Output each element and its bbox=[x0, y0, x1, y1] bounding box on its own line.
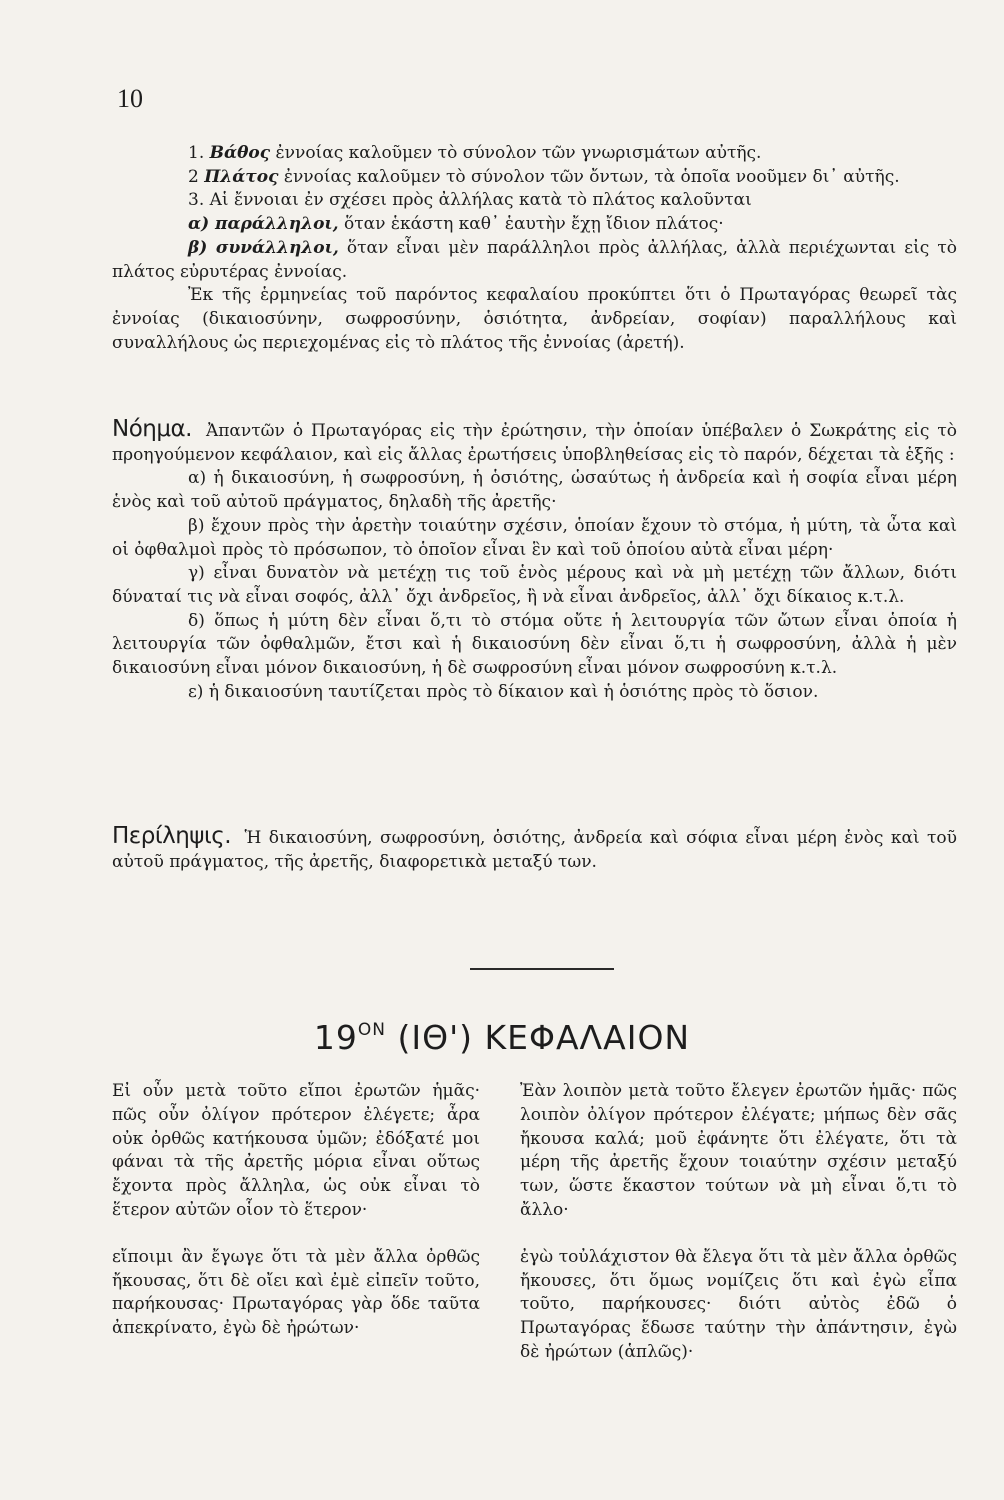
meaning-point-b: β) ἔχουν πρὸς τὴν ἀρετὴν τοιαύτην σχέσιν, ὁποίαν ἔχουν τὸ στόμα, ἡ μύτη, τὰ ὦτα καὶ οἱ ὀφθαλμοὶ πρὸς τὸ πρόσωπον, τὸ ὁποῖον εἶναι ἓν καὶ τοῦ ὁποίου αὐτὰ εἶναι μέρη· bbox=[112, 515, 957, 560]
meaning-label: Νόημα. bbox=[112, 416, 192, 442]
translation-paragraph-1: Ἐὰν λοιπὸν μετὰ τοῦτο ἔλεγεν ἐρωτῶν ἡμᾶς· πῶς λοιπὸν ὀλίγον πρότερον ἐλέγατε; μήπως δὲν σᾶς ἤκουσα καλά; μοῦ ἐφάνητε ὅτι ἐλέγατε, ὅτι τὰ μέρη τῆς ἀρετῆς ἔχουν τοιαύτην σχέσιν μεταξύ των, ὥστε ἕκαστον τούτων νὰ μὴ εἶναι ὅ,τι τὸ ἄλλο· bbox=[520, 1081, 957, 1220]
summary-section bbox=[112, 825, 957, 874]
meaning-point-e: ε) ἡ δικαιοσύνη ταυτίζεται πρὸς τὸ δίκαιον καὶ ἡ ὁσιότης πρὸς τὸ ὅσιον. bbox=[188, 681, 819, 702]
chapter-title bbox=[0, 1018, 1004, 1057]
summary-label: Περίληψις. bbox=[112, 823, 232, 849]
ancient-text-paragraph-2: εἴποιμι ἂν ἔγωγε ὅτι τὰ μὲν ἄλλα ὀρθῶς ἤκουσας, ὅτι δὲ οἴει καὶ ἐμὲ εἰπεῖν τοῦτο, παρήκουσας· Πρωταγόρας γὰρ ὅδε ταῦτα ἀπεκρίνατο, ἐγὼ δὲ ἠρώτων· bbox=[112, 1246, 480, 1339]
definition-parallel-term: α) παράλληλοι, bbox=[188, 214, 339, 235]
definition-breadth-term: Πλάτος bbox=[204, 166, 279, 187]
summary-text: Ἡ δικαιοσύνη, σωφροσύνη, ὁσιότης, ἀνδρεία καὶ σόφια εἶναι μέρη ἑνὸς καὶ τοῦ αὐτοῦ πράγματος, τῆς ἀρετῆς, διαφορετικὰ μεταξύ των. bbox=[112, 828, 957, 872]
definition-parallel-text: ὅταν ἑκάστη καθ᾽ ἑαυτὴν ἔχῃ ἴδιον πλάτος· bbox=[343, 214, 724, 235]
definition-breadth-text: ἐννοίας καλοῦμεν τὸ σύνολον τῶν ὄντων, τὰ ὁποῖα νοοῦμεν δι᾽ αὐτῆς. bbox=[283, 166, 900, 187]
meaning-intro-text: Ἀπαντῶν ὁ Πρωταγόρας εἰς τὴν ἐρώτησιν, τὴν ὁποίαν ὑπέβαλεν ὁ Σωκράτης εἰς τὸ προηγούμενον κεφάλαιον, καὶ εἰς ἄλλας ἐρωτήσεις ὑποβληθείσας εἰς τὸ παρόν, δέχεται τὰ ἑξῆς : bbox=[112, 421, 957, 465]
chapter-number: 19 bbox=[313, 1018, 358, 1057]
definition-parallel bbox=[112, 213, 957, 237]
definition-depth-term: Βάθος bbox=[209, 143, 271, 163]
definition-coordinate bbox=[112, 237, 957, 284]
definition-breadth-number: 2 bbox=[188, 166, 199, 187]
chapter-title-text: (ΙΘ') ΚΕΦΑΛΑΙΟΝ bbox=[397, 1018, 691, 1057]
ancient-text-column bbox=[112, 1080, 480, 1341]
chapter-ordinal-suffix: ΟΝ bbox=[357, 1020, 386, 1040]
meaning-point-d: δ) ὅπως ἡ μύτη δὲν εἶναι ὅ,τι τὸ στόμα οὔτε ἡ λειτουργία τῶν ὤτων εἶναι ὁποία ἡ λειτουργία τῶν ὀφθαλμῶν, ἔτσι καὶ ἡ δικαιοσύνη δὲν εἶναι ὅ,τι ἡ σωφροσύνη, ἀλλὰ ἡ μὲν δικαιοσύνη εἶναι μόνον δικαιοσύνη, ἡ δὲ σωφροσύνη εἶναι μόνον σωφροσύνη κ.τ.λ. bbox=[112, 610, 957, 679]
summary-paragraph bbox=[112, 825, 957, 874]
definition-breadth bbox=[112, 166, 957, 190]
definition-conclusion: Ἐκ τῆς ἑρμηνείας τοῦ παρόντος κεφαλαίου προκύπτει ὅτι ὁ Πρωταγόρας θεωρεῖ τὰς ἐννοίας (δικαιοσύνην, σωφροσύνην, ὁσιότητα, ἀνδρείαν, σοφίαν) παραλλήλους καὶ συναλλήλους ὡς περιεχομένας εἰς τὸ πλάτος τῆς ἐννοίας (ἀρετή). bbox=[112, 285, 957, 353]
meaning-intro bbox=[112, 418, 957, 467]
definition-depth-text: ἐννοίας καλοῦμεν τὸ σύνολον τῶν γνωρισμάτων αὐτῆς. bbox=[275, 143, 762, 163]
definition-coordinate-text: ὅταν εἶναι μὲν παράλληλοι πρὸς ἀλλήλας, ἀλλὰ περιέχωνται εἰς τὸ πλάτος εὐρυτέρας ἐννοίας. bbox=[112, 237, 958, 282]
translation-column bbox=[520, 1080, 957, 1365]
meaning-section bbox=[112, 418, 957, 704]
definitions-section bbox=[112, 142, 957, 355]
definition-depth-number: 1. bbox=[188, 143, 205, 163]
translation-paragraph-2: ἐγὼ τοὐλάχιστον θὰ ἔλεγα ὅτι τὰ μὲν ἄλλα ὀρθῶς ἤκουσες, ὅτι ὅμως νομίζεις ὅτι καὶ ἐγὼ εἶπα τοῦτο, παρήκουσες· διότι αὐτὸς ἐδῶ ὁ Πρωταγόρας ἔδωσε ταύτην τὴν ἀπάντησιν, ἐγὼ δὲ ἠρώτων (ἁπλῶς)· bbox=[520, 1246, 957, 1362]
definition-relations: 3. Αἱ ἔννοιαι ἐν σχέσει πρὸς ἀλλήλας κατὰ τὸ πλάτος καλοῦνται bbox=[188, 190, 752, 211]
page-number: 10 bbox=[117, 84, 143, 113]
definition-coordinate-term: β) συνάλληλοι, bbox=[188, 237, 339, 258]
ancient-text-paragraph-1: Εἰ οὖν μετὰ τοῦτο εἴποι ἐρωτῶν ἡμᾶς· πῶς οὖν ὀλίγον πρότερον ἐλέγετε; ἆρα οὐκ ὀρθῶς κατήκουσα ὑμῶν; ἐδόξατέ μοι φάναι τὰ τῆς ἀρετῆς μόρια εἶναι οὕτως ἔχοντα πρὸς ἄλληλα, ὡς οὐκ εἶναι τὸ ἕτερον αὐτῶν οἷον τὸ ἕτερον· bbox=[112, 1081, 480, 1220]
meaning-point-c: γ) εἶναι δυνατὸν νὰ μετέχῃ τις τοῦ ἑνὸς μέρους καὶ νὰ μὴ μετέχῃ τῶν ἄλλων, διότι δύναταί τις νὰ εἶναι σοφός, ἀλλ᾽ ὄχι ἀνδρεῖος, ἢ νὰ εἶναι ἀνδρεῖος, ἀλλ᾽ ὄχι δίκαιος κ.τ.λ. bbox=[112, 563, 957, 607]
definition-depth bbox=[112, 142, 957, 166]
meaning-point-a: α) ἡ δικαιοσύνη, ἡ σωφροσύνη, ἡ ὁσιότης, ὡσαύτως ἡ ἀνδρεία καὶ ἡ σοφία εἶναι μέρη ἑνὸς καὶ τοῦ αὐτοῦ πράγματος, δηλαδὴ τῆς ἀρετῆς· bbox=[112, 468, 957, 513]
section-divider bbox=[470, 968, 614, 970]
